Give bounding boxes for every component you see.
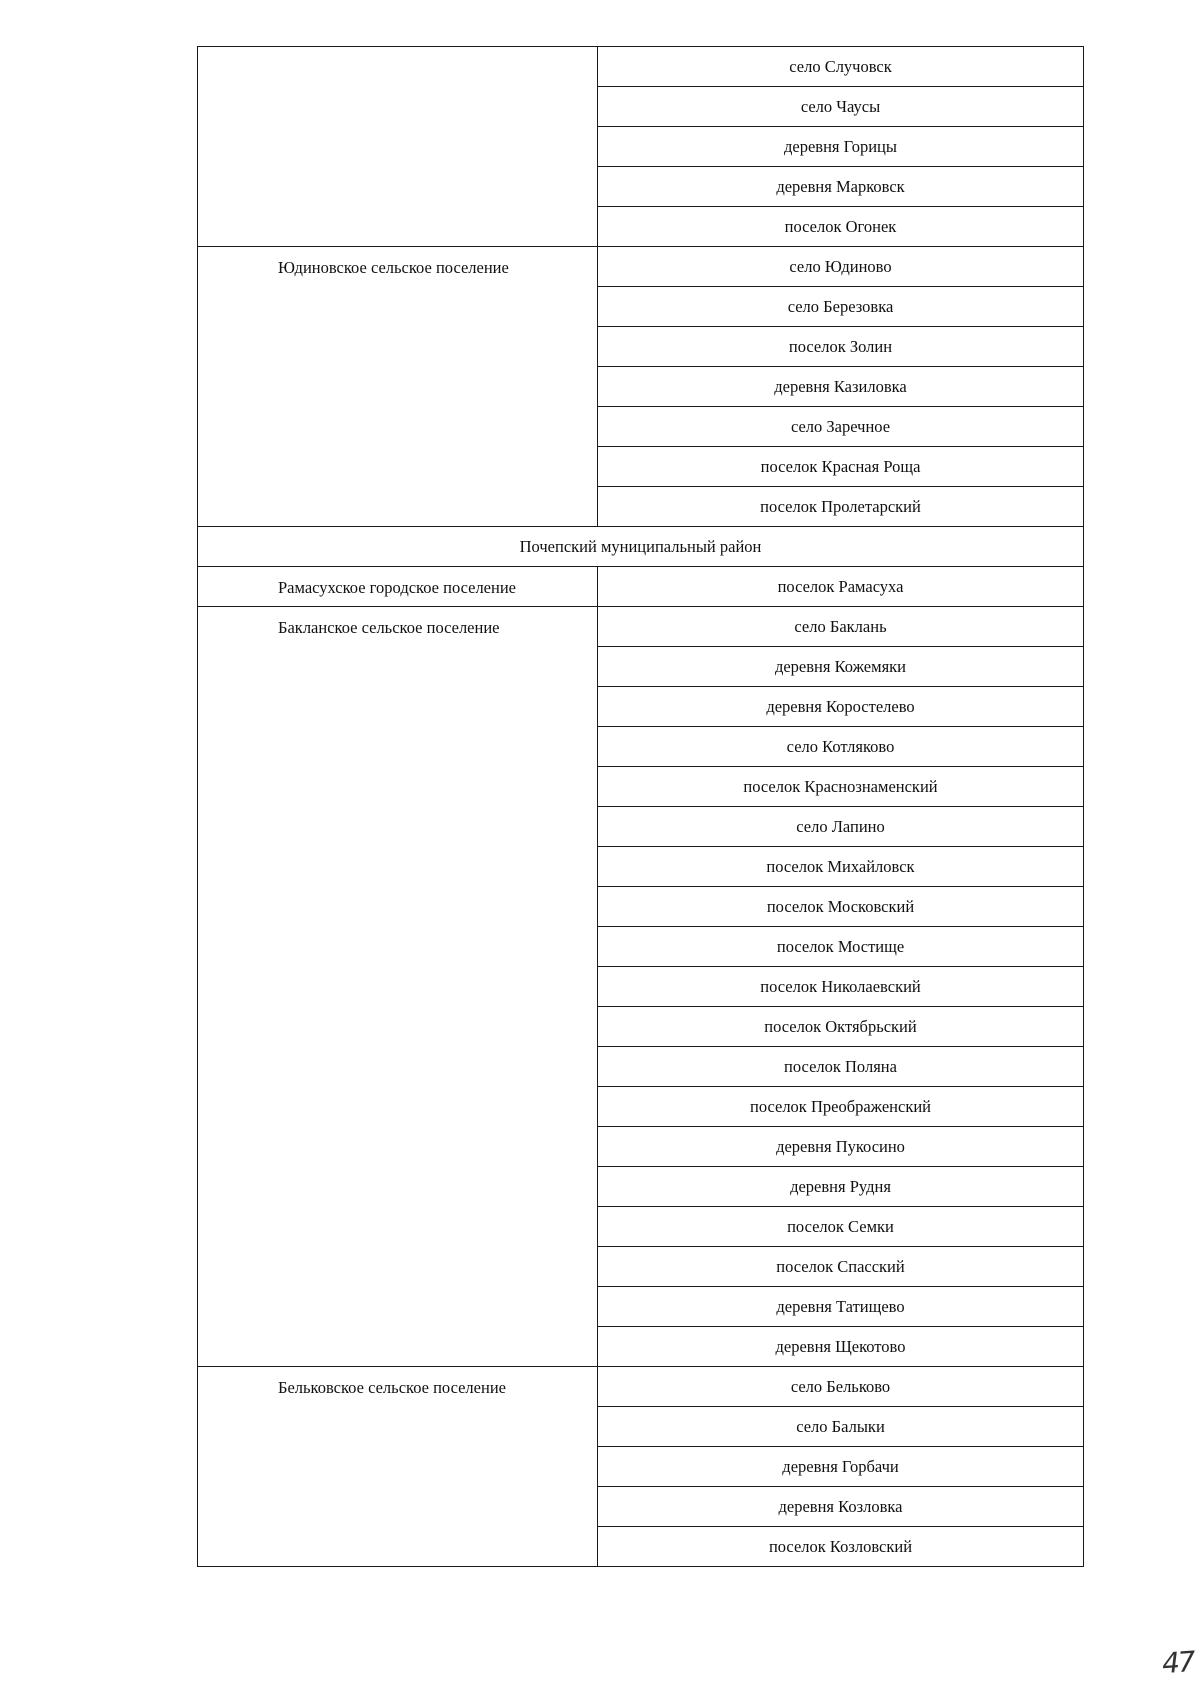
locality-name: поселок Пролетарский <box>598 487 1084 527</box>
locality-name: село Случовск <box>598 47 1084 87</box>
locality-name: поселок Преображенский <box>598 1087 1084 1127</box>
locality-name: поселок Октябрьский <box>598 1007 1084 1047</box>
locality-name: поселок Красная Роща <box>598 447 1084 487</box>
locality-name: поселок Поляна <box>598 1047 1084 1087</box>
locality-name: село Баклань <box>598 607 1084 647</box>
table-row <box>198 607 1084 647</box>
settlement-name <box>198 47 598 247</box>
locality-name: деревня Кожемяки <box>598 647 1084 687</box>
settlements-table <box>197 46 1084 1567</box>
locality-name: поселок Огонек <box>598 207 1084 247</box>
locality-name: поселок Козловский <box>598 1527 1084 1567</box>
locality-name: поселок Михайловск <box>598 847 1084 887</box>
locality-name: село Бельково <box>598 1367 1084 1407</box>
locality-name: село Балыки <box>598 1407 1084 1447</box>
locality-name: село Березовка <box>598 287 1084 327</box>
table-row <box>198 47 1084 87</box>
locality-name: деревня Рудня <box>598 1167 1084 1207</box>
locality-name: поселок Краснознаменский <box>598 767 1084 807</box>
locality-name: поселок Мостище <box>598 927 1084 967</box>
locality-name: село Юдиново <box>598 247 1084 287</box>
settlements-table-body <box>198 47 1084 1567</box>
locality-name: поселок Золин <box>598 327 1084 367</box>
table-row <box>198 247 1084 287</box>
locality-name: деревня Коростелево <box>598 687 1084 727</box>
settlement-name: Бельковское сельское поселение <box>198 1367 598 1567</box>
locality-name: деревня Марковск <box>598 167 1084 207</box>
locality-name: поселок Семки <box>598 1207 1084 1247</box>
locality-name: село Чаусы <box>598 87 1084 127</box>
locality-name: село Котляково <box>598 727 1084 767</box>
district-name: Почепский муниципальный район <box>198 527 1084 567</box>
locality-name: деревня Татищево <box>598 1287 1084 1327</box>
locality-name: деревня Козловка <box>598 1487 1084 1527</box>
handwritten-page-number: 47 <box>1160 1644 1195 1681</box>
locality-name: поселок Рамасуха <box>598 567 1084 607</box>
table-row <box>198 1367 1084 1407</box>
locality-name: село Заречное <box>598 407 1084 447</box>
table-row <box>198 567 1084 607</box>
district-row <box>198 527 1084 567</box>
settlement-name: Бакланское сельское поселение <box>198 607 598 1367</box>
locality-name: деревня Горицы <box>598 127 1084 167</box>
locality-name: поселок Спасский <box>598 1247 1084 1287</box>
settlement-name: Рамасухское городское поселение <box>198 567 598 607</box>
locality-name: деревня Горбачи <box>598 1447 1084 1487</box>
locality-name: деревня Щекотово <box>598 1327 1084 1367</box>
locality-name: поселок Московский <box>598 887 1084 927</box>
locality-name: село Лапино <box>598 807 1084 847</box>
locality-name: поселок Николаевский <box>598 967 1084 1007</box>
locality-name: деревня Пукосино <box>598 1127 1084 1167</box>
locality-name: деревня Казиловка <box>598 367 1084 407</box>
settlement-name: Юдиновское сельское поселение <box>198 247 598 527</box>
